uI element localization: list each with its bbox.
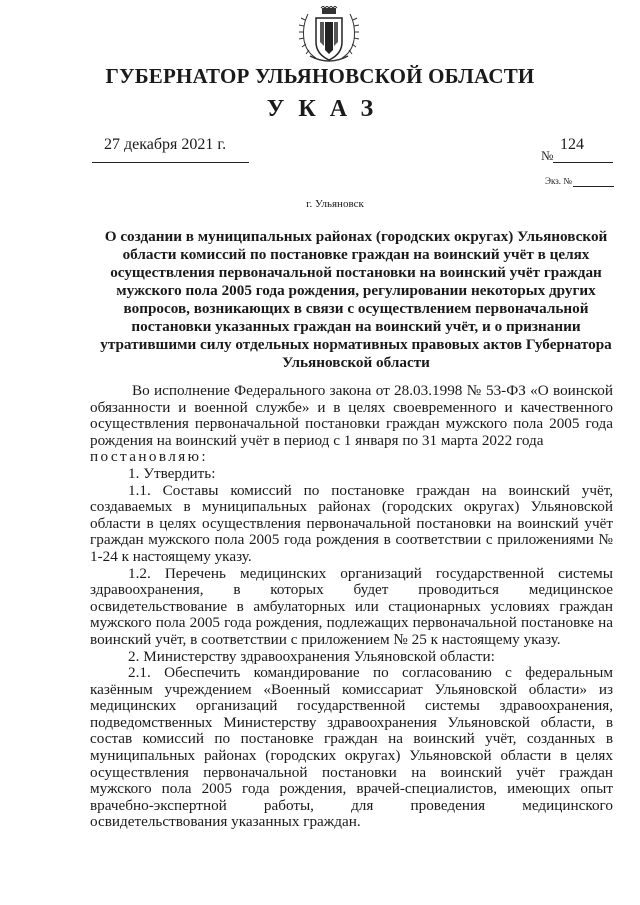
clause-1-1: 1.1. Составы комиссий по постановке граждан на воинский учёт, создаваемых в муниципальных районах (городских округах) Ульяновской области в целях осуществления первоначальной постановки на воинский учёт граждан мужского пола 2005 года рождения в соответствии с приложениями № 1-24 к настоящему указу. bbox=[90, 481, 613, 565]
number-underline bbox=[553, 162, 613, 163]
copy-number-underline bbox=[573, 186, 614, 187]
decree-title: О создании в муниципальных районах (городских округах) Ульяновской области комиссий по постановке граждан на воинский учёт в целях осуществления первоначальной постановки на воинский учёт граждан мужского пола 2005 года рождения, регулировании некоторых других вопросов, возникающих в связи с осуществлением первоначальной постановки указанных граждан на воинский учёт, и о признании утратившими силу отдельных нормативных правовых актов Губернатора Ульяновской области bbox=[100, 228, 612, 371]
decree-body bbox=[90, 383, 613, 831]
coat-of-arms-icon bbox=[296, 6, 362, 66]
city: г. Ульяновск bbox=[306, 198, 364, 210]
authority-title: ГУБЕРНАТОР УЛЬЯНОВСКОЙ ОБЛАСТИ bbox=[105, 64, 535, 88]
number-sign: № bbox=[541, 148, 554, 163]
copy-number-label: Экз. № bbox=[545, 176, 572, 186]
clause-2-1: 2.1. Обеспечить командирование по согласованию с федеральным казённым учреждением «Военный комиссариат Ульяновской области» из медицинских организаций государственной системы здравоохранения, подведомственных Министерству здравоохранения Ульяновской области, в состав комиссий по постановке граждан на воинский учёт, созданных в муниципальных районах (городских округах) Ульяновской области в целях осуществления первоначальной постановки на воинский учёт граждан мужского пола 2005 года рождения, врачей-специалистов, имеющих опыт врачебно-экспертной работы, для проведения медицинского освидетельствования указанных граждан. bbox=[90, 664, 613, 831]
decree-date: 27 декабря 2021 г. bbox=[104, 136, 227, 153]
document-type: УКАЗ bbox=[266, 96, 388, 122]
clause-2: 2. Министерству здравоохранения Ульяновской области: bbox=[128, 647, 495, 665]
date-underline bbox=[92, 162, 249, 163]
clause-1-2: 1.2. Перечень медицинских организаций государственной системы здравоохранения, в которых будет проводиться медицинское освидетельствование в амбулаторных или стационарных условиях граждан мужского пола 2005 года рождения, подлежащих первоначальной постановке на воинский учёт, в соответствии с приложением № 25 к настоящему указу. bbox=[90, 564, 613, 648]
preamble: Во исполнение Федерального закона от 28.03.1998 № 53-ФЗ «О воинской обязанности и военной службе» и в целях своевременного и качественного осуществления первоначальной постановки граждан мужского пола 2005 года рождения на воинский учёт в период с 1 января по 31 марта 2022 года bbox=[90, 382, 613, 449]
clause-1: 1. Утвердить: bbox=[128, 464, 216, 482]
decree-number: 124 bbox=[560, 136, 584, 153]
decree-word: постановляю: bbox=[90, 448, 209, 466]
